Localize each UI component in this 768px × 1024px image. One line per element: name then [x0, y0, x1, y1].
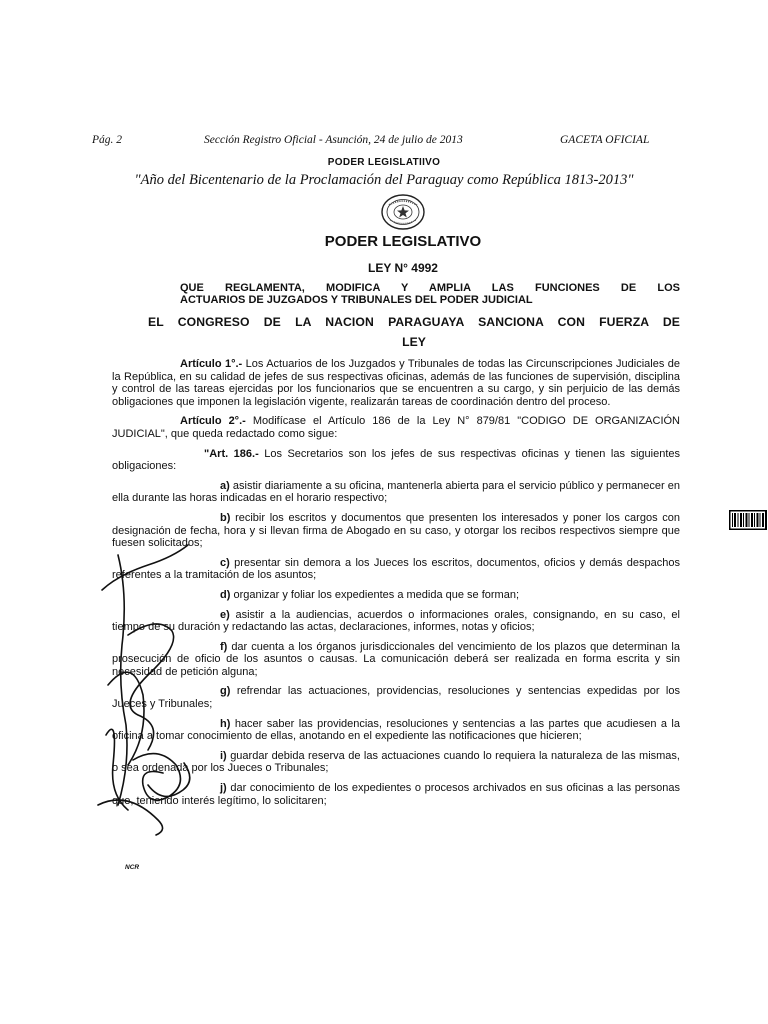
item-letter: b): [220, 511, 231, 524]
enacting-clause-ley: LEY: [402, 335, 426, 349]
handwritten-signature-icon: [88, 535, 200, 845]
item-letter: j): [220, 782, 227, 795]
item-text: guardar debida reserva de las actuaciones cuando lo requiera la naturaleza de las mismas, o sea ordenada por los Jueces o Tribunales;: [112, 749, 680, 775]
item-text: asistir diariamente a su oficina, mantenerla abierta para el servicio público y permanecer en ella durante las horas indicadas en el horario respectivo;: [112, 479, 680, 505]
barcode-icon: [729, 510, 767, 530]
enacting-clause: EL CONGRESO DE LA NACION PARAGUAYA SANCIONA CON FUERZA DE: [148, 315, 680, 329]
article-text: Los Actuarios de los Juzgados y Tribunales de todas las Circunscripciones Judiciales de la República, en su calidad de jefes de sus respectivas oficinas, además de las funciones de supervisión, disciplina y control de las tareas ejercidas por los funcionarios que se encuentren a su cargo, y sin perjuicio de las demás obligaciones que imponen la legislación vigente, realizarán tareas de coordinación dentro del proceso.: [112, 358, 680, 408]
item-text: refrendar las actuaciones, providencias, resoluciones y sentencias expedidas por los Jueces y Tribunales;: [112, 685, 680, 711]
page-number: Pág. 2: [92, 134, 123, 146]
item-letter: g): [220, 685, 231, 698]
article-186: [112, 448, 680, 473]
article-label: "Art. 186.-: [204, 447, 259, 460]
item-letter: a): [220, 479, 230, 492]
page-header: [92, 134, 672, 152]
item-letter: f): [220, 640, 228, 653]
item-text: dar conocimiento de los expedientes o procesos archivados en sus oficinas a las personas que, teniendo interés legítimo, lo solicitaren;: [112, 782, 680, 807]
item-letter: d): [220, 588, 231, 601]
item-text: recibir los escritos y documentos que presenten los interesados y poner los cargos con designación de fecha, hora y si llevan firma de Abogado en su caso, y otorgar los recibos respectivos siempre que fuesen solicitados;: [112, 511, 680, 550]
article-label: Artículo 1°.-: [180, 358, 243, 370]
section-date: Sección Registro Oficial - Asunción, 24 de julio de 2013: [204, 134, 463, 146]
item-text: hacer saber las providencias, resoluciones y sentencias a las partes que acudiesen a la oficina a tomar conocimiento de ellas, anotando en el expediente las notificaciones que hicieren;: [112, 717, 680, 743]
law-number: LEY N° 4992: [368, 261, 438, 275]
item-letter: i): [220, 749, 227, 762]
document-title: PODER LEGISLATIVO: [324, 233, 482, 250]
article-2: [112, 415, 680, 440]
national-seal-icon: [380, 193, 426, 231]
initials-mark: NCR: [125, 864, 140, 871]
small-title: PODER LEGISLATIIVO: [327, 157, 441, 168]
law-subject-line-1: QUE REGLAMENTA, MODIFICA Y AMPLIA LAS FUNCIONES DE LOS: [180, 282, 680, 294]
article-text: Modifícase el Artículo 186 de la Ley N° 879/81 "CODIGO DE ORGANIZACIÓN JUDICIAL", que queda redactado como sigue:: [112, 415, 680, 440]
law-subject: [180, 282, 680, 306]
item-text: organizar y foliar los expedientes a medida que se forman;: [230, 588, 519, 601]
law-subject-line-2: ACTUARIOS DE JUZGADOS Y TRIBUNALES DEL PODER JUDICIAL: [180, 294, 533, 306]
gazette-title: GACETA OFICIAL: [560, 134, 650, 146]
list-item: [112, 480, 680, 505]
item-text: asistir a la audiencias, acuerdos o informaciones orales, consignando, en su caso, el tiempo de su duración y redactando las actas, declaraciones, informes, notas y oficios;: [112, 608, 680, 634]
article-label: Artículo 2°.-: [180, 415, 246, 428]
item-letter: e): [220, 608, 230, 621]
item-text: dar cuenta a los órganos jurisdiccionales del vencimiento de los plazos que determinan la prosecución de oficio de los asuntos o causas. La comunicación deberá ser realizada en forma escrita y sin necesidad de petición alguna;: [112, 640, 680, 678]
item-letter: h): [220, 717, 231, 730]
item-letter: c): [220, 556, 230, 569]
article-text: Los Secretarios son los jefes de sus respectivas oficinas y tienen las siguientes obligaciones:: [112, 447, 680, 473]
article-1: [112, 358, 680, 408]
bicentennial-motto: "Año del Bicentenario de la Proclamación del Paraguay como República 1813-2013": [134, 172, 634, 188]
item-text: presentar sin demora a los Jueces los escritos, documentos, oficios y demás despachos referentes a la tramitación de los asuntos;: [112, 556, 680, 582]
